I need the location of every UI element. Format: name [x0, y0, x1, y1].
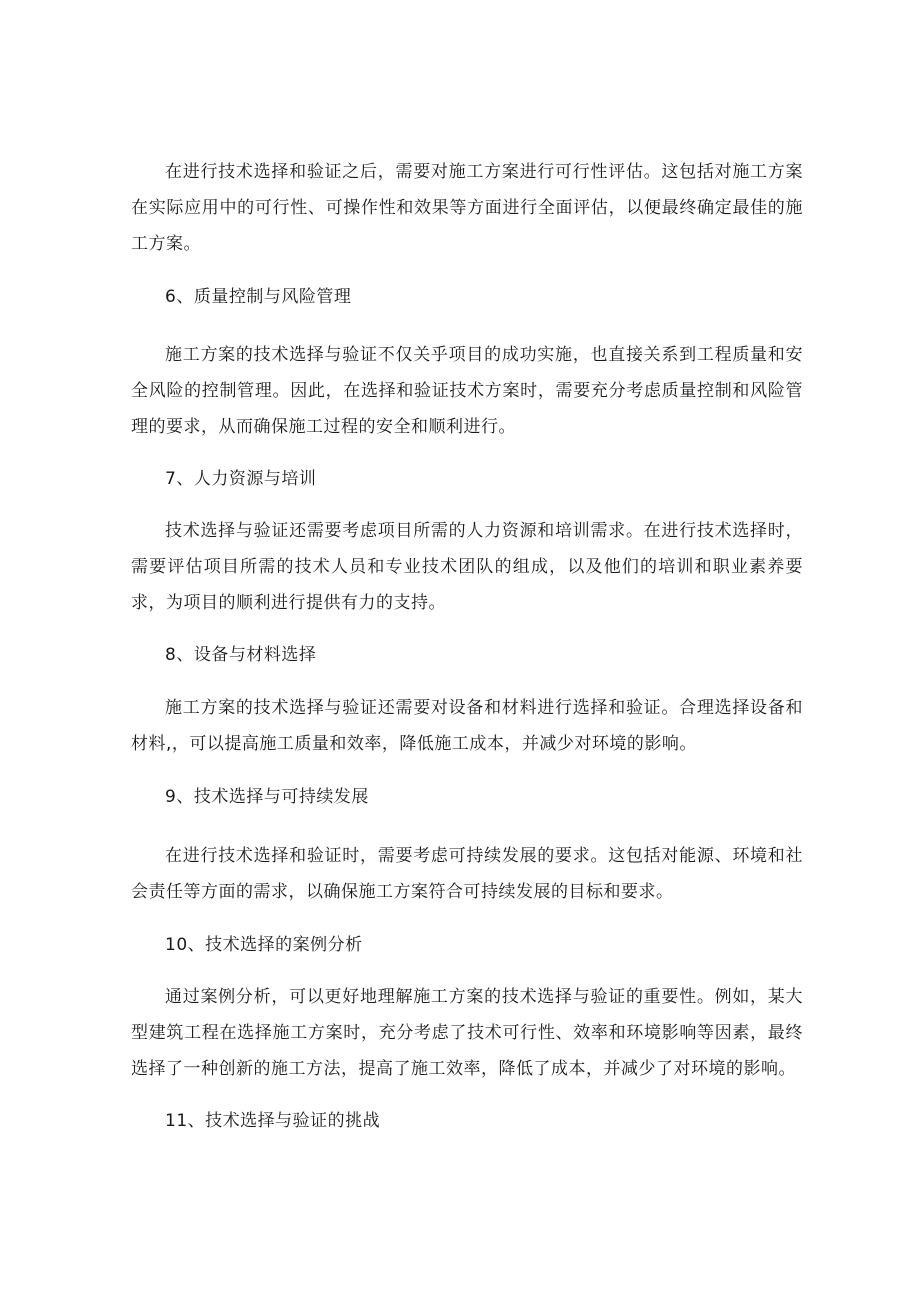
section-heading-7: 7、人力资源与培训	[165, 469, 317, 489]
section-heading-6: 6、质量控制与风险管理	[165, 287, 352, 307]
paragraph-quality-risk: 施工方案的技术选择与验证不仅关乎项目的成功实施，也直接关系到工程质量和安全风险的控制管理。因此，在选择和验证技术方案时，需要充分考虑质量控制和风险管理的要求，从而确保施工过程的安全和顺利进行。	[131, 345, 803, 437]
section-heading-10: 10、技术选择的案例分析	[165, 935, 363, 955]
paragraph-case-analysis: 通过案例分析，可以更好地理解施工方案的技术选择与验证的重要性。例如，某大型建筑工程在选择施工方案时，充分考虑了技术可行性、效率和环境影响等因素，最终选择了一种创新的施工方法，提高了施工效率，降低了成本，并减少了对环境的影响。	[131, 987, 803, 1079]
section-heading-8: 8、设备与材料选择	[165, 645, 317, 665]
paragraph-feasibility-evaluation: 在进行技术选择和验证之后，需要对施工方案进行可行性评估。这包括对施工方案在实际应用中的可行性、可操作性和效果等方面进行全面评估，以便最终确定最佳的施工方案。	[131, 162, 803, 254]
paragraph-sustainability: 在进行技术选择和验证时，需要考虑可持续发展的要求。这包括对能源、环境和社会责任等方面的需求，以确保施工方案符合可持续发展的目标和要求。	[131, 846, 803, 902]
paragraph-human-resources: 技术选择与验证还需要考虑项目所需的人力资源和培训需求。在进行技术选择时，需要评估项目所需的技术人员和专业技术团队的组成，以及他们的培训和职业素养要求，为项目的顺利进行提供有力的支持。	[131, 521, 803, 613]
section-heading-9: 9、技术选择与可持续发展	[165, 787, 369, 807]
section-heading-11: 11、技术选择与验证的挑战	[165, 1111, 381, 1131]
paragraph-equipment-materials: 施工方案的技术选择与验证还需要对设备和材料进行选择和验证。合理选择设备和材料,，可以提高施工质量和效率，降低施工成本，并减少对环境的影响。	[131, 698, 803, 754]
